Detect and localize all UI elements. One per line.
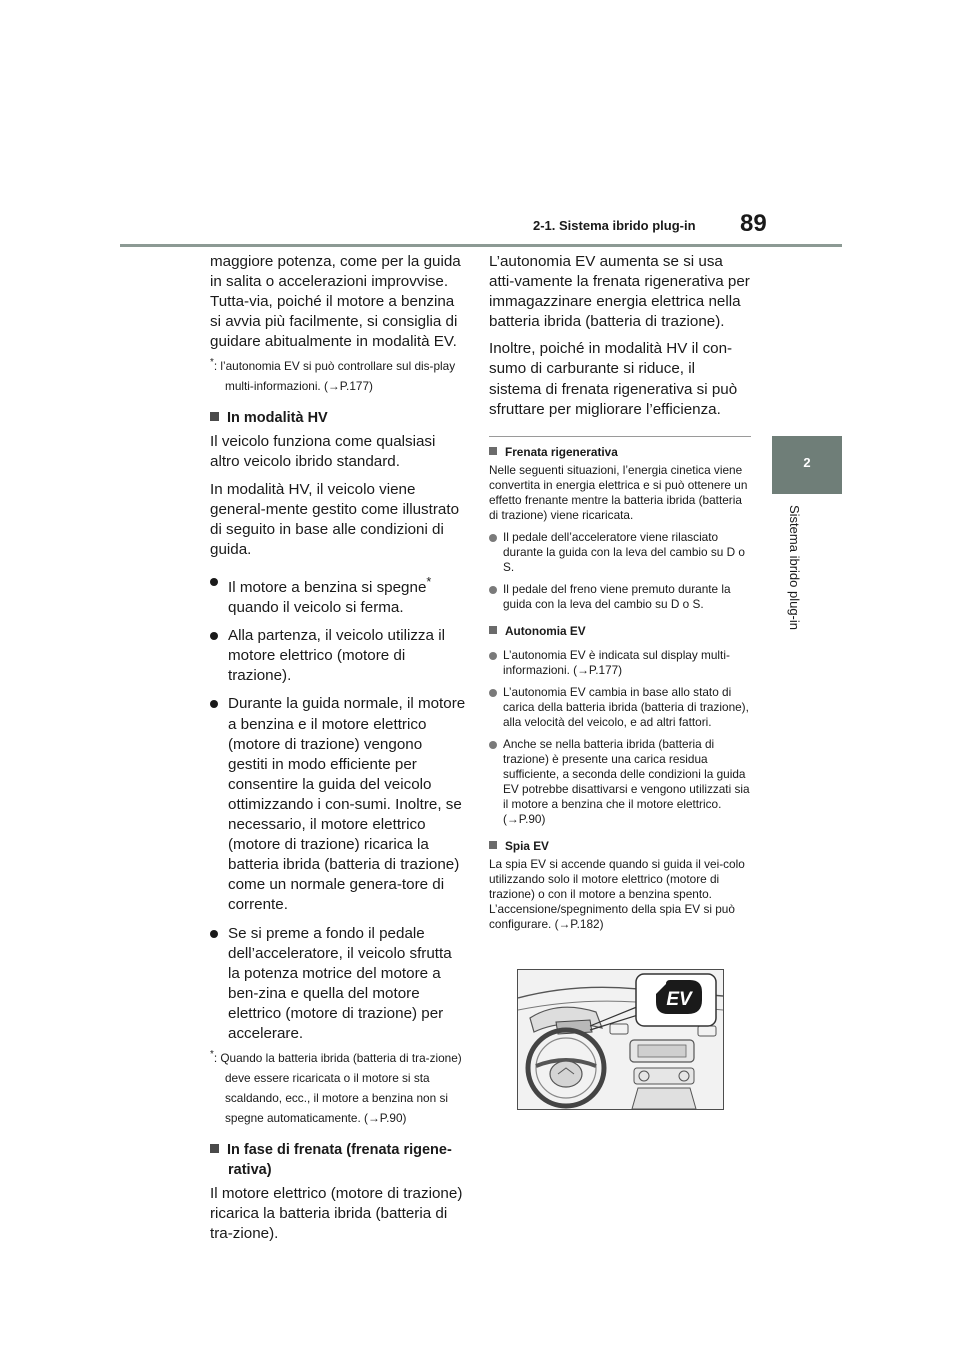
bullet-range-varies (489, 685, 751, 730)
hv-paragraph-2: In modalità HV, il veicolo viene general-mente gestito come illustrato di seguito in base alle condizioni di guida. (210, 480, 460, 558)
bullet-accel-released (489, 530, 751, 575)
bullet-dot-icon (210, 700, 218, 708)
chapter-label (786, 505, 806, 645)
bullet-dot-icon (489, 586, 497, 594)
bullet-text: Anche se nella batteria ibrida (batteria di trazione) è presente una carica residua sufficiente, a seconda delle condizioni la guida EV potrebbe disattivarsi e vengono utilizzati sia il motore a benzina che il motore elettrico. (→P.90) (503, 736, 750, 826)
heading-regenerative-text: Frenata rigenerativa (505, 444, 618, 459)
square-bullet-icon (210, 1144, 219, 1153)
heading-ev-range (489, 624, 751, 639)
right-paragraph-1: L’autonomia EV aumenta se si usa atti-vamente la frenata rigenerativa per immagazzinare energia elettrica nella batteria ibrida (batteria di trazione). (489, 253, 750, 331)
bullet-brake-pressed (489, 582, 751, 612)
bullet-full-throttle (210, 924, 466, 1045)
heading-ev-range-text: Autonomia EV (505, 623, 586, 638)
bullet-text: Alla partenza, il veicolo utilizza il motore elettrico (motore di trazione). (228, 627, 445, 685)
header-rule (120, 244, 842, 247)
bullet-dot-icon (210, 578, 218, 586)
braking-paragraph: Il motore elettrico (motore di trazione) ricarica la batteria ibrida (batteria di tra-zione). (210, 1185, 463, 1243)
left-column (210, 252, 466, 1244)
bullet-normal-driving (210, 694, 466, 915)
footnote-mark: * (426, 574, 432, 589)
heading-ev-indicator (489, 839, 751, 854)
dashboard-drawing (518, 970, 723, 1109)
footnote-2 (210, 1045, 466, 1128)
bullet-ev-disable (489, 737, 751, 827)
regenerative-paragraph: Nelle seguenti situazioni, l’energia cinetica viene convertita in energia elettrica e si può ottenere un effetto frenante mentre la batteria ibrida (batteria di trazione) viene ricaricata. (489, 462, 748, 522)
bullet-range-display (489, 648, 751, 678)
bullet-text: Il motore a benzina si spegne (228, 579, 427, 597)
square-bullet-icon (210, 412, 219, 421)
chapter-label-text: Sistema ibrido plug-in (787, 505, 802, 631)
bullet-dot-icon (210, 632, 218, 640)
bullet-dot-icon (489, 652, 497, 660)
bullet-text: Se si preme a fondo il pedale dell’acceleratore, il veicolo sfrutta la potenza motrice del motore a ben-zina e quella del motore elettrico (motore di trazione) per accelerare. (228, 924, 452, 1042)
dashboard-illustration (517, 969, 724, 1110)
bullet-text: Durante la guida normale, il motore a benzina e il motore elettrico (motore di trazione) vengono gestiti in modo efficiente per consentire la guida del veicolo ottimizzando i con-sumi. Inoltre, se necessario, il motore elettrico (motore di trazione) ricarica la batteria ibrida (batteria di trazione) come un normale genera-tore di corrente. (228, 695, 466, 914)
bullet-text: L’autonomia EV cambia in base allo stato di carica della batteria ibrida (batteria di trazione), alla velocità del veicolo, e ad altri fattori. (503, 684, 749, 729)
right-column (489, 252, 751, 932)
right-paragraph-2: Inoltre, poiché in modalità HV il con-sumo di carburante si riduce, il sistema di frenata rigenerativa si può sfruttare per migliorare l’efficienza. (489, 340, 738, 418)
page-number: 89 (740, 210, 767, 237)
bullet-dot-icon (489, 534, 497, 542)
ev-indicator-icon: EV (666, 989, 692, 1010)
bullet-text-tail: quando il veicolo si ferma. (228, 599, 404, 617)
bullet-start (210, 626, 466, 686)
bullet-text: Il pedale dell’acceleratore viene rilasciato durante la guida con la leva del cambio su D o S. (503, 529, 745, 574)
square-bullet-icon (489, 841, 497, 849)
footnote-2-text: : Quando la batteria ibrida (batteria di tra-zione) deve essere ricaricata o il motore si sta scaldando, ecc., il motore a benzina non si spegne automaticamente. (→P.90) (213, 1051, 462, 1125)
heading-hv-mode-text: In modalità HV (227, 410, 328, 427)
heading-regenerative (489, 445, 751, 460)
bullet-engine-stop (210, 572, 466, 618)
footnote-1-text: : l’autonomia EV si può controllare sul dis-play multi-informazioni. (→P.177) (213, 359, 456, 394)
hv-paragraph-1: Il veicolo funziona come qualsiasi altro veicolo ibrido standard. (210, 433, 436, 471)
bullet-dot-icon (489, 741, 497, 749)
bullet-dot-icon (210, 930, 218, 938)
section-title: 2-1. Sistema ibrido plug-in (533, 218, 696, 233)
footnote-mark: * (210, 357, 214, 369)
heading-ev-indicator-text: Spia EV (505, 838, 549, 853)
heading-braking (210, 1140, 466, 1180)
ev-indicator-paragraph: La spia EV si accende quando si guida il vei-colo utilizzando solo il motore elettrico (motore di trazione) o con il motore a benzina spento. L’accensione/spegnimento della spia EV si può configurare. (→P.182) (489, 856, 745, 931)
intro-paragraph: maggiore potenza, come per la guida in salita o accelerazioni improvvise. Tutta-via, poiché il motore a benzina si avvia più facilmente, si consiglia di guidare abitualmente in modalità EV. (210, 253, 461, 351)
bullet-text: Il pedale del freno viene premuto durante la guida con la leva del cambio su D o S. (503, 581, 731, 611)
heading-hv-mode (210, 408, 466, 428)
footnote-mark: * (210, 1049, 214, 1061)
section-divider (489, 436, 751, 437)
heading-braking-text: In fase di frenata (frenata rigene-rativa) (227, 1142, 452, 1178)
square-bullet-icon (489, 447, 497, 455)
footnote-1 (210, 353, 466, 396)
bullet-text: L’autonomia EV è indicata sul display multi-informazioni. (→P.177) (503, 647, 730, 677)
chapter-number: 2 (803, 455, 811, 470)
square-bullet-icon (489, 626, 497, 634)
bullet-dot-icon (489, 689, 497, 697)
